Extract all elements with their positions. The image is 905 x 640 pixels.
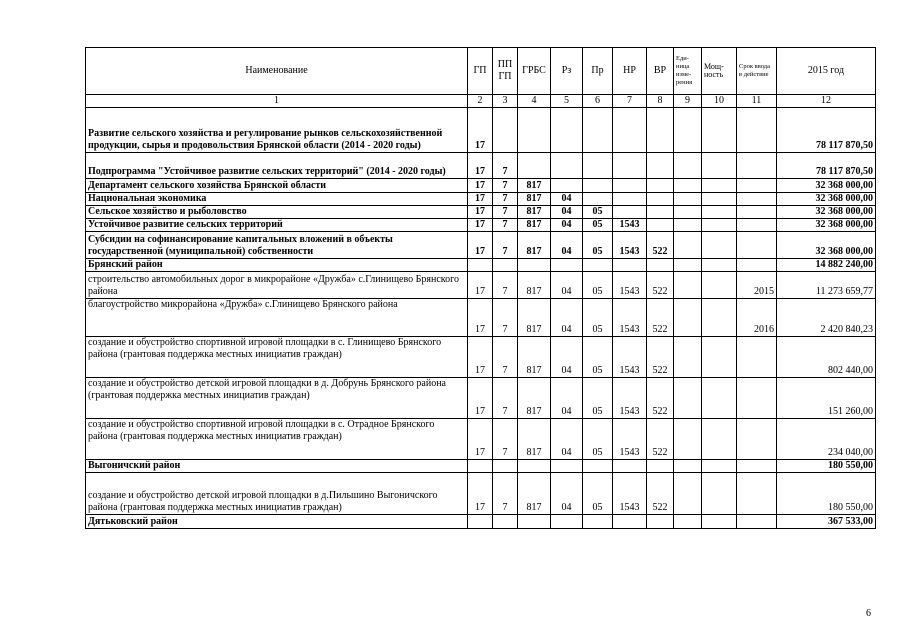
- cell-power: [702, 299, 737, 337]
- cell-power: [702, 179, 737, 193]
- page-number: 6: [866, 608, 871, 619]
- cell-name: Брянский район: [86, 259, 468, 272]
- table-row: [86, 232, 876, 259]
- colnum: 1: [86, 95, 468, 108]
- cell-power: [702, 219, 737, 232]
- cell-grbs: 817: [518, 378, 551, 419]
- cell-grbs: [518, 259, 551, 272]
- colnum: 8: [647, 95, 674, 108]
- header-ppgp: ПП ГП: [493, 48, 518, 95]
- cell-term: [737, 206, 777, 219]
- cell-gp: 17: [468, 219, 493, 232]
- cell-ppgp: 7: [493, 219, 518, 232]
- cell-amount: 14 882 240,00: [777, 259, 876, 272]
- cell-name: Развитие сельского хозяйства и регулирование рынков сельскохозяйственной продукции, сырья и продовольствия Брянской области (2014 - 2020 годы): [86, 108, 468, 153]
- cell-vr: [647, 193, 674, 206]
- cell-unit: [674, 473, 702, 515]
- table-row: [86, 108, 876, 153]
- cell-ppgp: 7: [493, 272, 518, 299]
- table-row: [86, 179, 876, 193]
- cell-amount: 367 533,00: [777, 515, 876, 529]
- cell-gp: 17: [468, 179, 493, 193]
- cell-power: [702, 193, 737, 206]
- cell-rz: 04: [551, 299, 583, 337]
- cell-term: [737, 337, 777, 378]
- cell-rz: 04: [551, 378, 583, 419]
- cell-pr: 05: [583, 219, 613, 232]
- cell-grbs: 817: [518, 419, 551, 460]
- cell-ppgp: 7: [493, 206, 518, 219]
- cell-vr: [647, 219, 674, 232]
- cell-term: [737, 259, 777, 272]
- cell-amount: 180 550,00: [777, 473, 876, 515]
- table-row: [86, 219, 876, 232]
- cell-amount: 32 368 000,00: [777, 232, 876, 259]
- cell-vr: 522: [647, 299, 674, 337]
- cell-rz: 04: [551, 219, 583, 232]
- cell-nr: [613, 515, 647, 529]
- cell-name: создание и обустройство детской игровой площадки в д. Добрунь Брянского района (грантовая поддержка местных инициатив граждан): [86, 378, 468, 419]
- cell-power: [702, 272, 737, 299]
- cell-name: Сельское хозяйство и рыболовство: [86, 206, 468, 219]
- cell-rz: 04: [551, 193, 583, 206]
- cell-grbs: 817: [518, 193, 551, 206]
- header-gp: ГП: [468, 48, 493, 95]
- cell-pr: 05: [583, 378, 613, 419]
- header-vr: ВР: [647, 48, 674, 95]
- cell-nr: 1543: [613, 419, 647, 460]
- cell-rz: [551, 515, 583, 529]
- cell-unit: [674, 108, 702, 153]
- cell-amount: 11 273 659,77: [777, 272, 876, 299]
- cell-unit: [674, 206, 702, 219]
- cell-vr: 522: [647, 378, 674, 419]
- cell-grbs: [518, 108, 551, 153]
- cell-grbs: 817: [518, 299, 551, 337]
- cell-rz: 04: [551, 337, 583, 378]
- header-row: [86, 48, 876, 95]
- cell-term: [737, 419, 777, 460]
- cell-amount: 32 368 000,00: [777, 193, 876, 206]
- header-power: Мощ- ность: [702, 48, 737, 95]
- cell-pr: [583, 193, 613, 206]
- cell-term: [737, 460, 777, 473]
- colnum: 10: [702, 95, 737, 108]
- cell-ppgp: 7: [493, 378, 518, 419]
- cell-power: [702, 232, 737, 259]
- table-row: [86, 515, 876, 529]
- cell-gp: 17: [468, 419, 493, 460]
- cell-unit: [674, 179, 702, 193]
- header-term: Срок ввода в действие: [737, 48, 777, 95]
- cell-gp: 17: [468, 272, 493, 299]
- cell-term: [737, 515, 777, 529]
- cell-gp: 17: [468, 378, 493, 419]
- cell-term: [737, 193, 777, 206]
- cell-term: [737, 153, 777, 179]
- cell-vr: [647, 179, 674, 193]
- cell-amount: 2 420 840,23: [777, 299, 876, 337]
- cell-name: строительство автомобильных дорог в микрорайоне «Дружба» с.Глинищево Брянского района: [86, 272, 468, 299]
- cell-ppgp: [493, 460, 518, 473]
- cell-power: [702, 259, 737, 272]
- cell-rz: 04: [551, 272, 583, 299]
- cell-ppgp: 7: [493, 179, 518, 193]
- cell-pr: 05: [583, 473, 613, 515]
- table-row: [86, 378, 876, 419]
- column-number-row: [86, 95, 876, 108]
- cell-unit: [674, 515, 702, 529]
- cell-vr: [647, 206, 674, 219]
- header-grbs: ГРБС: [518, 48, 551, 95]
- budget-table: [85, 47, 876, 529]
- cell-grbs: 817: [518, 473, 551, 515]
- cell-nr: 1543: [613, 219, 647, 232]
- cell-power: [702, 337, 737, 378]
- cell-unit: [674, 460, 702, 473]
- cell-term: [737, 232, 777, 259]
- cell-amount: 802 440,00: [777, 337, 876, 378]
- cell-pr: [583, 179, 613, 193]
- cell-power: [702, 460, 737, 473]
- cell-gp: 17: [468, 299, 493, 337]
- cell-amount: 234 040,00: [777, 419, 876, 460]
- cell-power: [702, 378, 737, 419]
- cell-term: [737, 108, 777, 153]
- table-row: [86, 272, 876, 299]
- colnum: 4: [518, 95, 551, 108]
- cell-pr: [583, 460, 613, 473]
- cell-grbs: 817: [518, 337, 551, 378]
- cell-vr: [647, 259, 674, 272]
- header-nr: НР: [613, 48, 647, 95]
- cell-vr: 522: [647, 419, 674, 460]
- cell-pr: [583, 153, 613, 179]
- cell-power: [702, 153, 737, 179]
- cell-name: Выгоничский район: [86, 460, 468, 473]
- cell-amount: 78 117 870,50: [777, 153, 876, 179]
- cell-name: Субсидии на софинансирование капитальных вложений в объекты государственной (муниципальной) собственности: [86, 232, 468, 259]
- cell-gp: 17: [468, 206, 493, 219]
- cell-nr: 1543: [613, 337, 647, 378]
- cell-gp: 17: [468, 193, 493, 206]
- cell-unit: [674, 232, 702, 259]
- cell-ppgp: 7: [493, 419, 518, 460]
- cell-gp: [468, 460, 493, 473]
- cell-grbs: 817: [518, 272, 551, 299]
- cell-vr: 522: [647, 337, 674, 378]
- cell-nr: [613, 153, 647, 179]
- cell-vr: [647, 153, 674, 179]
- cell-unit: [674, 259, 702, 272]
- cell-ppgp: [493, 515, 518, 529]
- cell-nr: [613, 193, 647, 206]
- cell-ppgp: 7: [493, 153, 518, 179]
- cell-rz: [551, 179, 583, 193]
- cell-rz: [551, 460, 583, 473]
- cell-unit: [674, 378, 702, 419]
- cell-name: создание и обустройство детской игровой площадки в д.Пильшино Выгоничского района (грантовая поддержка местных инициатив граждан): [86, 473, 468, 515]
- cell-grbs: 817: [518, 179, 551, 193]
- cell-grbs: 817: [518, 206, 551, 219]
- cell-rz: 04: [551, 473, 583, 515]
- colnum: 6: [583, 95, 613, 108]
- header-name: Наименование: [86, 48, 468, 95]
- cell-ppgp: 7: [493, 232, 518, 259]
- cell-ppgp: 7: [493, 193, 518, 206]
- cell-power: [702, 108, 737, 153]
- cell-pr: 05: [583, 299, 613, 337]
- cell-rz: [551, 259, 583, 272]
- table-body: [86, 108, 876, 529]
- cell-nr: 1543: [613, 232, 647, 259]
- table-row: [86, 299, 876, 337]
- colnum: 11: [737, 95, 777, 108]
- cell-term: [737, 219, 777, 232]
- cell-gp: 17: [468, 337, 493, 378]
- cell-vr: 522: [647, 272, 674, 299]
- cell-pr: 05: [583, 337, 613, 378]
- cell-pr: 05: [583, 206, 613, 219]
- cell-term: 2015: [737, 272, 777, 299]
- cell-pr: [583, 515, 613, 529]
- cell-unit: [674, 337, 702, 378]
- cell-pr: 05: [583, 419, 613, 460]
- header-rz: Рз: [551, 48, 583, 95]
- cell-name: Подпрограмма "Устойчивое развитие сельских территорий" (2014 - 2020 годы): [86, 153, 468, 179]
- cell-nr: [613, 460, 647, 473]
- cell-rz: 04: [551, 206, 583, 219]
- cell-nr: [613, 179, 647, 193]
- table-row: [86, 419, 876, 460]
- cell-term: [737, 179, 777, 193]
- cell-grbs: [518, 153, 551, 179]
- cell-grbs: [518, 460, 551, 473]
- cell-gp: 17: [468, 232, 493, 259]
- table-row: [86, 206, 876, 219]
- cell-rz: [551, 108, 583, 153]
- cell-grbs: 817: [518, 219, 551, 232]
- cell-pr: 05: [583, 232, 613, 259]
- cell-name: Департамент сельского хозяйства Брянской области: [86, 179, 468, 193]
- cell-vr: [647, 460, 674, 473]
- cell-unit: [674, 272, 702, 299]
- colnum: 7: [613, 95, 647, 108]
- cell-ppgp: 7: [493, 473, 518, 515]
- cell-grbs: [518, 515, 551, 529]
- cell-rz: [551, 153, 583, 179]
- cell-power: [702, 515, 737, 529]
- cell-amount: 151 260,00: [777, 378, 876, 419]
- cell-unit: [674, 193, 702, 206]
- table-row: [86, 259, 876, 272]
- cell-ppgp: 7: [493, 299, 518, 337]
- cell-unit: [674, 419, 702, 460]
- cell-power: [702, 206, 737, 219]
- header-pr: Пр: [583, 48, 613, 95]
- cell-nr: 1543: [613, 299, 647, 337]
- cell-power: [702, 473, 737, 515]
- cell-pr: [583, 259, 613, 272]
- table-row: [86, 193, 876, 206]
- cell-term: [737, 473, 777, 515]
- cell-unit: [674, 153, 702, 179]
- colnum: 12: [777, 95, 876, 108]
- colnum: 5: [551, 95, 583, 108]
- cell-unit: [674, 299, 702, 337]
- cell-ppgp: 7: [493, 337, 518, 378]
- cell-gp: 17: [468, 473, 493, 515]
- cell-amount: 32 368 000,00: [777, 219, 876, 232]
- cell-gp: 17: [468, 108, 493, 153]
- cell-vr: [647, 515, 674, 529]
- cell-ppgp: [493, 259, 518, 272]
- colnum: 9: [674, 95, 702, 108]
- table-row: [86, 153, 876, 179]
- cell-nr: 1543: [613, 272, 647, 299]
- cell-vr: 522: [647, 473, 674, 515]
- cell-name: Устойчивое развитие сельских территорий: [86, 219, 468, 232]
- cell-unit: [674, 219, 702, 232]
- cell-name: создание и обустройство спортивной игровой площадки в с. Отрадное Брянского района (грантовая поддержка местных инициатив граждан): [86, 419, 468, 460]
- colnum: 2: [468, 95, 493, 108]
- cell-amount: 32 368 000,00: [777, 179, 876, 193]
- cell-gp: [468, 259, 493, 272]
- table-row: [86, 337, 876, 378]
- cell-name: создание и обустройство спортивной игровой площадки в с. Глинищево Брянского района (грантовая поддержка местных инициатив граждан): [86, 337, 468, 378]
- cell-gp: 17: [468, 153, 493, 179]
- cell-nr: [613, 259, 647, 272]
- cell-nr: [613, 108, 647, 153]
- table-row: [86, 473, 876, 515]
- cell-nr: 1543: [613, 473, 647, 515]
- header-unit: Еди- ница изме- рения: [674, 48, 702, 95]
- cell-term: 2016: [737, 299, 777, 337]
- cell-name: благоустройство микрорайона «Дружба» с.Глинищево Брянского района: [86, 299, 468, 337]
- cell-pr: [583, 108, 613, 153]
- cell-rz: 04: [551, 419, 583, 460]
- table-row: [86, 460, 876, 473]
- cell-name: Дятьковский район: [86, 515, 468, 529]
- cell-vr: [647, 108, 674, 153]
- cell-amount: 78 117 870,50: [777, 108, 876, 153]
- cell-nr: 1543: [613, 378, 647, 419]
- colnum: 3: [493, 95, 518, 108]
- cell-amount: 32 368 000,00: [777, 206, 876, 219]
- cell-gp: [468, 515, 493, 529]
- cell-term: [737, 378, 777, 419]
- header-year: 2015 год: [777, 48, 876, 95]
- cell-grbs: 817: [518, 232, 551, 259]
- cell-ppgp: [493, 108, 518, 153]
- cell-vr: 522: [647, 232, 674, 259]
- cell-power: [702, 419, 737, 460]
- cell-amount: 180 550,00: [777, 460, 876, 473]
- cell-name: Национальная экономика: [86, 193, 468, 206]
- cell-nr: [613, 206, 647, 219]
- cell-rz: 04: [551, 232, 583, 259]
- cell-pr: 05: [583, 272, 613, 299]
